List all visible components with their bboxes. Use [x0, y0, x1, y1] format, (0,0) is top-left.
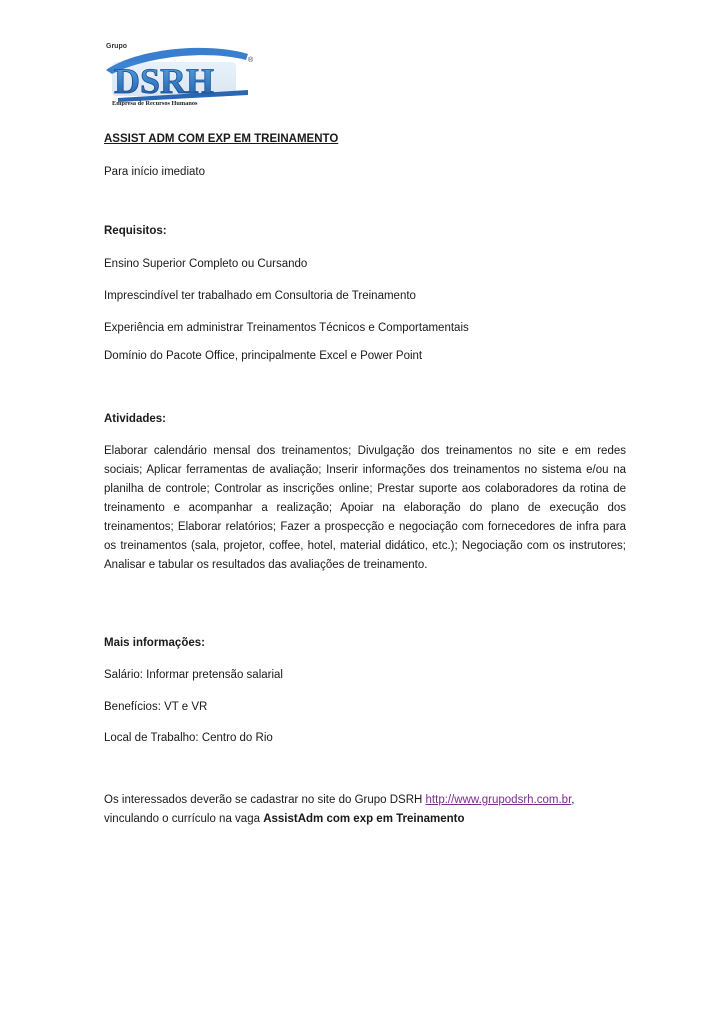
- benefits-text: Benefícios: VT e VR: [104, 701, 208, 713]
- salary-text: Salário: Informar pretensão salarial: [104, 669, 283, 681]
- job-title: ASSIST ADM COM EXP EM TREINAMENTO: [104, 133, 339, 145]
- requirement-item: Ensino Superior Completo ou Cursando: [104, 258, 308, 270]
- dsrh-logo-graphic: [98, 40, 268, 106]
- logo-registered: ®: [248, 57, 254, 64]
- closing-text-before: Os interessados deverão se cadastrar no site do Grupo DSRH: [104, 794, 426, 806]
- location-text: Local de Trabalho: Centro do Rio: [104, 732, 273, 744]
- company-logo: [98, 40, 268, 106]
- website-link[interactable]: http://www.grupodsrh.com.br: [425, 794, 572, 806]
- requirements-heading: Requisitos:: [104, 225, 167, 237]
- requirement-item: Domínio do Pacote Office, principalmente Excel e Power Point: [104, 350, 423, 362]
- logo-tagline: Empresa de Recursos Humanos: [112, 100, 198, 106]
- closing-paragraph: [104, 791, 624, 829]
- vacancy-name: AssistAdm com exp em Treinamento: [263, 813, 465, 825]
- start-note: Para início imediato: [104, 166, 205, 178]
- requirement-item: Experiência em administrar Treinamentos Técnicos e Comportamentais: [104, 322, 469, 334]
- logo-group: Grupo: [106, 43, 127, 50]
- logo-brand: DSRH: [114, 61, 215, 101]
- requirement-item: Imprescindível ter trabalhado em Consultoria de Treinamento: [104, 290, 416, 302]
- more-info-heading: Mais informações:: [104, 637, 205, 649]
- activities-heading: Atividades:: [104, 413, 166, 425]
- activities-text: Elaborar calendário mensal dos treinamentos; Divulgação dos treinamentos no site e em redes sociais; Aplicar ferramentas de avaliação; Inserir informações dos treinamentos no sistema e/ou na planilha de controle; Controlar as inscrições online; Prestar suporte aos colaboradores da rotina de treinamento e acompanhar a realização; Apoiar na elaboração do plano de execução dos treinamentos; Elaborar relatórios; Fazer a prospecção e negociação com fornecedores de infra para os treinamentos (sala, projetor, coffee, hotel, material didático, etc.); Negociação com os instrutores; Analisar e tabular os resultados das avaliações de treinamento.: [104, 445, 626, 571]
- closing-text-after: , vinculando o currículo na vaga: [104, 794, 575, 825]
